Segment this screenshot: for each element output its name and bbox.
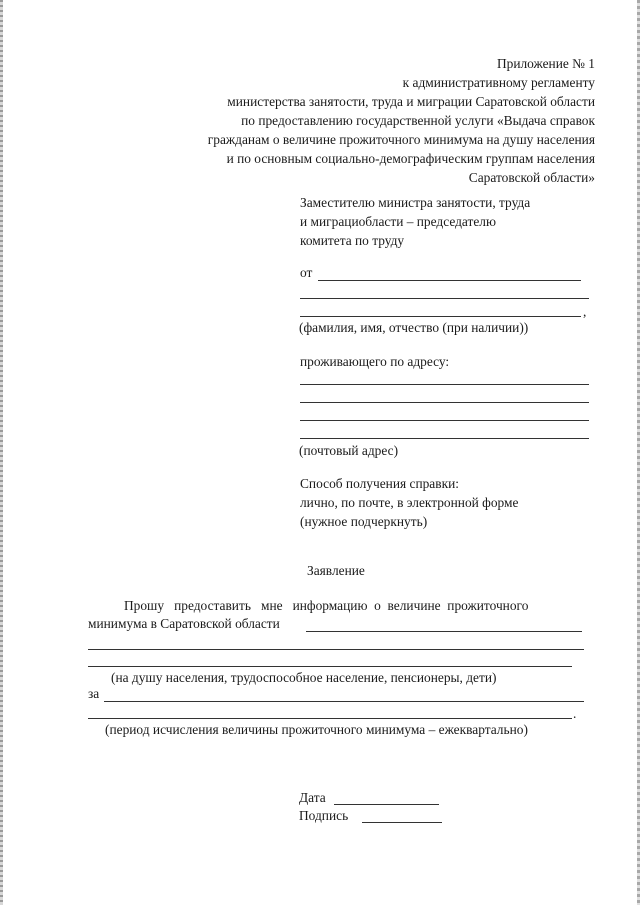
header-line: Саратовской области»: [468, 170, 595, 185]
from-name-field[interactable]: [318, 279, 581, 281]
date-label: Дата: [299, 790, 326, 805]
category-hint: (на душу населения, трудоспособное население, пенсионеры, дети): [111, 670, 497, 685]
address-field-1[interactable]: [300, 383, 589, 385]
name-hint: (фамилия, имя, отчество (при наличии)): [299, 320, 529, 335]
region-value-field-3[interactable]: [88, 665, 572, 667]
period-hint: (период исчисления величины прожиточного минимума – ежеквартально): [105, 722, 528, 737]
address-field-3[interactable]: [300, 419, 589, 421]
addressee-line: комитета по труду: [300, 233, 405, 248]
header-line: Приложение № 1: [496, 56, 595, 71]
addressee-line: и миграциобласти – председателю: [300, 214, 496, 229]
comma: ,: [583, 304, 587, 319]
date-field[interactable]: [334, 803, 439, 805]
region-value-field-2[interactable]: [88, 648, 584, 650]
statement-title: Заявление: [307, 563, 365, 578]
scan-edge-left: [0, 0, 3, 905]
period-field-2[interactable]: [88, 717, 572, 719]
addressee-block: [300, 193, 530, 250]
statement-line-2: минимума в Саратовской области: [88, 616, 280, 631]
address-hint: (почтовый адрес): [299, 443, 399, 458]
signature-field[interactable]: [362, 821, 442, 823]
header-line: министерства занятости, труда и миграции Саратовской области: [227, 94, 595, 109]
method-line: Способ получения справки:: [300, 476, 459, 491]
address-field-4[interactable]: [300, 437, 589, 439]
statement-line-1: Прошу предоставить мне информацию о величине прожиточного: [124, 598, 529, 613]
residing-label: проживающего по адресу:: [300, 354, 450, 369]
from-name-field-3[interactable]: [300, 315, 581, 317]
header-line: гражданам о величине прожиточного минимума на душу населения: [207, 132, 595, 147]
period-field[interactable]: [104, 700, 584, 702]
addressee-line: Заместителю министра занятости, труда: [300, 195, 531, 210]
header-line: к административному регламенту: [402, 75, 595, 90]
header-line: по предоставлению государственной услуги «Выдача справок: [241, 113, 595, 128]
from-label: от: [300, 265, 313, 280]
appendix-header: [208, 54, 595, 187]
region-value-field[interactable]: [306, 630, 582, 632]
period-end-dot: .: [573, 706, 577, 721]
signature-label: Подпись: [299, 808, 349, 823]
from-name-field-2[interactable]: [300, 297, 589, 299]
header-line: и по основным социально-демографическим группам населения: [226, 151, 595, 166]
period-label: за: [88, 686, 100, 701]
method-line: (нужное подчеркнуть): [300, 514, 428, 529]
method-line: лично, по почте, в электронной форме: [300, 495, 519, 510]
address-field-2[interactable]: [300, 401, 589, 403]
method-block: [300, 474, 518, 531]
